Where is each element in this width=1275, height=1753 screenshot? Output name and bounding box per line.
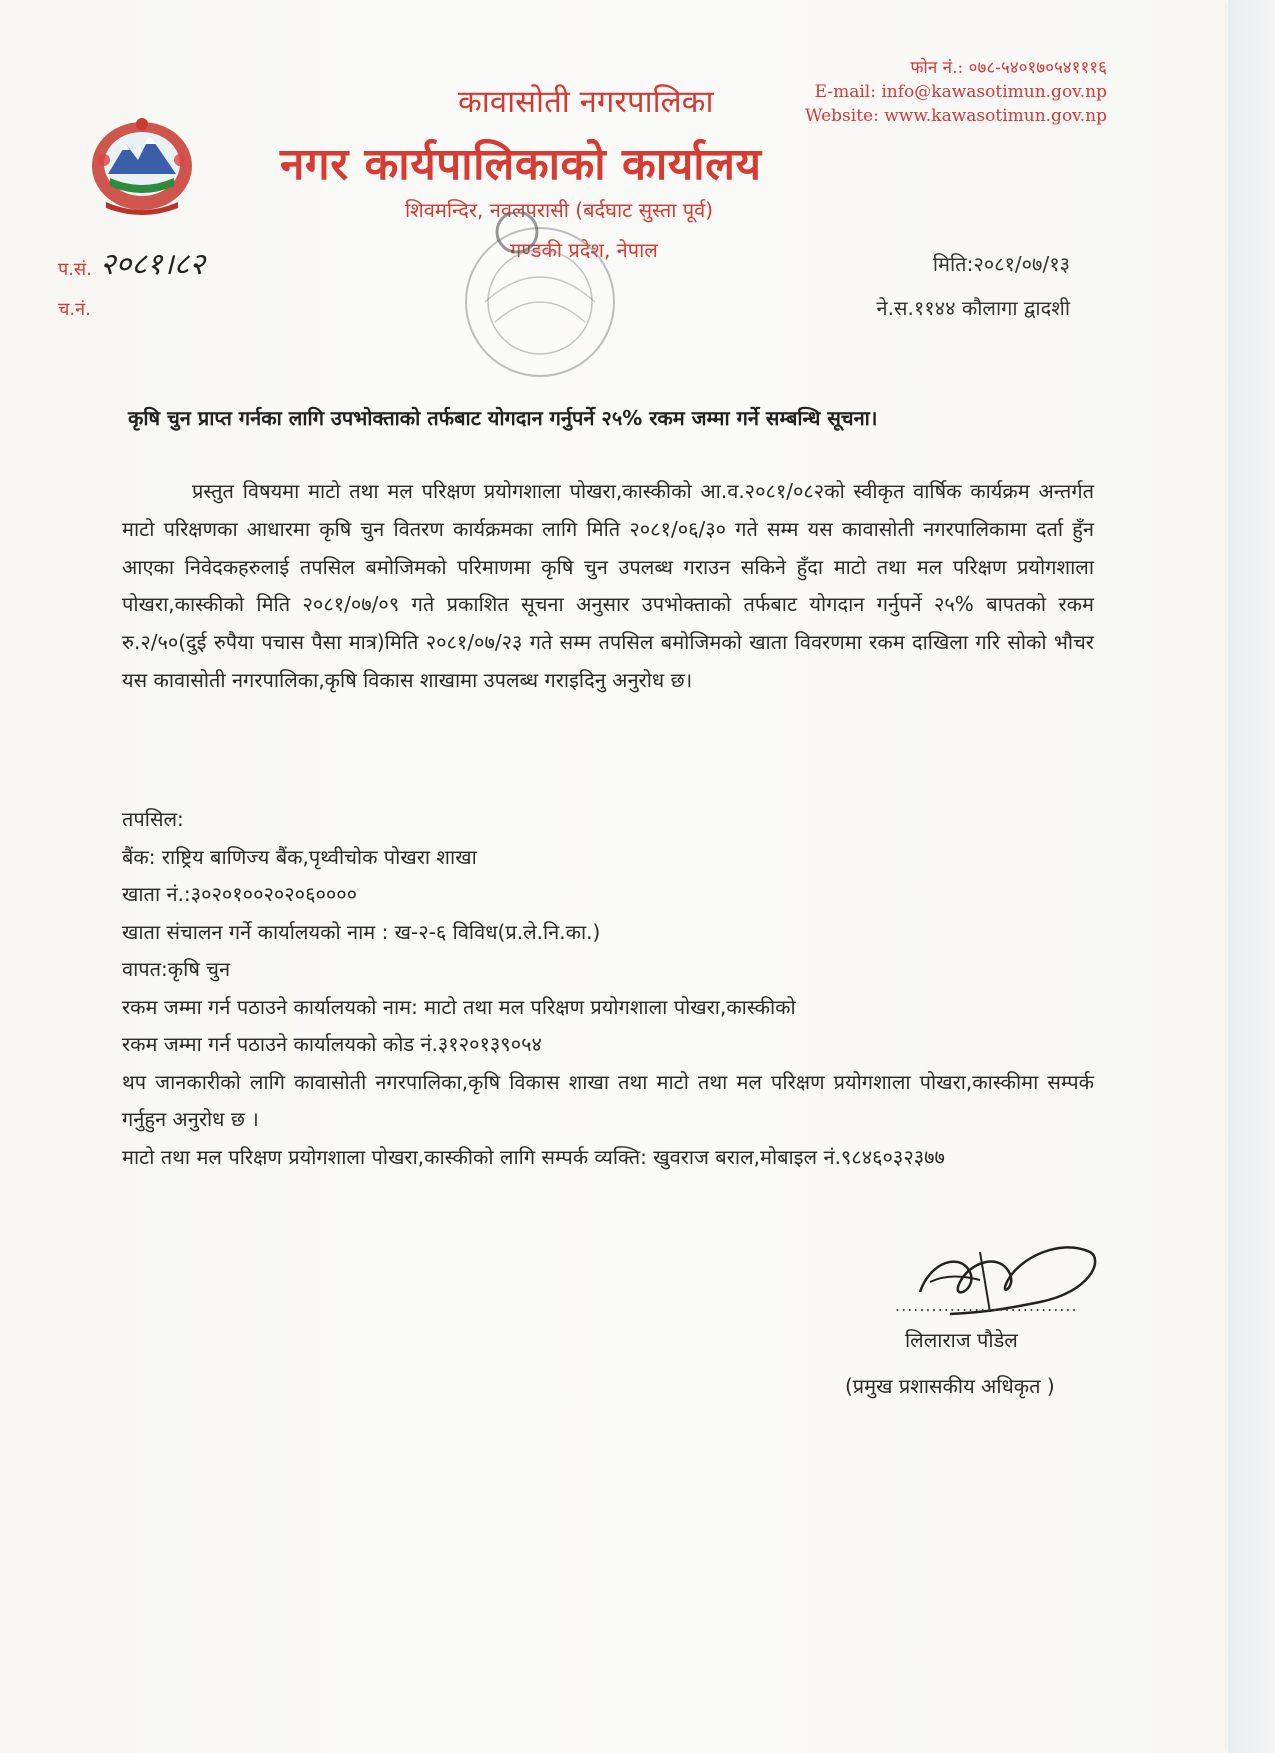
office-seal-icon xyxy=(445,212,635,382)
nepal-emblem-icon xyxy=(82,110,202,218)
email-text: E-mail: info@kawasotimun.gov.np xyxy=(814,82,1107,102)
details-block xyxy=(122,801,1094,1176)
office-code-line: रकम जम्मा गर्न पठाउने कार्यालयको कोड नं.३१२०१३९०५४ xyxy=(122,1032,542,1056)
body-paragraph: प्रस्तुत विषयमा माटो तथा मल परिक्षण प्रयोगशाला पोखरा,कास्कीको आ.व.२०८१/०८२को स्वीकृत वार्षिक कार्यक्रम अन्तर्गत माटो परिक्षणका आधारमा कृषि चुन वितरण कार्यक्रमका लागि मिति २०८१/०६/३० गते सम्म यस कावासोती नगरपालिकामा दर्ता हुँन आएका निवेदकहरुलाई तपसिल बमोजिमको परिमाणमा कृषि चुन उपलब्ध गराउन सकिने हुँदा माटो तथा मल परिक्षण प्रयोगशाला पोखरा,कास्कीको मिति २०८१/०७/०९ गते प्रकाशित सूचना अनुसार उपभोक्ताको तर्फबाट योगदान गर्नुपर्ने २५% बापतको रकम रु.२/५०(दुई रुपैया पचास पैसा मात्र)मिति २०८१/०७/२३ गते सम्म तपसिल बमोजिमको खाता विवरणमा रकम दाखिला गरि सोको भौचर यस कावासोती नगरपालिका,कृषि विकास शाखामा उपलब्ध गराइदिनु अनुरोध छ। xyxy=(122,479,1094,692)
nepal-sambat-date: ने.स.११४४ कौलागा द्वादशी xyxy=(876,296,1070,320)
chn-label: च.नं. xyxy=(58,299,91,320)
subject-line: कृषि चुन प्राप्त गर्नका लागि उपभोक्ताको तर्फबाट योगदान गर्नुपर्ने २५% रकम जम्मा गर्ने सम्बन्धि सूचना। xyxy=(128,406,878,430)
office-name: नगर कार्यपालिकाको कार्यालय xyxy=(280,139,762,190)
letter-date: मिति:२०८१/०७/१३ xyxy=(932,252,1070,276)
reference-labels xyxy=(58,250,92,330)
contact-person-line: माटो तथा मल परिक्षण प्रयोगशाला पोखरा,कास्कीको लागि सम्पर्क व्यक्ति: खुवराज बराल,मोबाइल नं.९८४६०३२३७७ xyxy=(122,1144,945,1169)
purpose-line: वापत:कृषि चुन xyxy=(122,957,231,981)
ps-label: प.सं. xyxy=(58,259,92,280)
municipality-name: कावासोती नगरपालिका xyxy=(458,84,714,120)
phone-text: फोन नं.: ०७८-५४०१७०५४१११६ xyxy=(910,58,1107,78)
account-number-line: खाता नं.:३०२०१००२०२०६०००० xyxy=(122,882,358,906)
depositing-office-line: रकम जम्मा गर्न पठाउने कार्यालयको नाम: माटो तथा मल परिक्षण प्रयोगशाला पोखरा,कास्कीको xyxy=(122,994,796,1019)
account-office-line: खाता संचालन गर्ने कार्यालयको नाम : ख-२-६ विविध(प्र.ले.नि.का.) xyxy=(122,919,601,944)
ps-number: २०८१।८२ xyxy=(100,247,205,282)
bank-line: बैंक: राष्ट्रिय बाणिज्य बैंक,पृथ्वीचोक पोखरा शाखा xyxy=(122,844,477,869)
more-info-line: थप जानकारीको लागि कावासोती नगरपालिका,कृषि विकास शाखा तथा माटो तथा मल परिक्षण प्रयोगशाला पोखरा,कास्कीमा सम्पर्क गर्नुहुन अनुरोध छ । xyxy=(122,1069,1094,1131)
address-line-2: गण्डकी प्रदेश, नेपाल xyxy=(510,238,658,262)
contact-block xyxy=(805,56,1107,128)
website-text: Website: www.kawasotimun.gov.np xyxy=(805,106,1107,126)
signatory-name: लिलाराज पौडेल xyxy=(905,1328,1018,1352)
signatory-title: (प्रमुख प्रशासकीय अधिकृत ) xyxy=(845,1374,1055,1398)
signature-dots: .............................. xyxy=(895,1296,1078,1315)
address-line-1: शिवमन्दिर, नवलपरासी (बर्दघाट सुस्ता पूर्व) xyxy=(405,198,714,222)
scan-edge xyxy=(1228,0,1275,1753)
details-heading: तपसिल: xyxy=(122,807,184,831)
